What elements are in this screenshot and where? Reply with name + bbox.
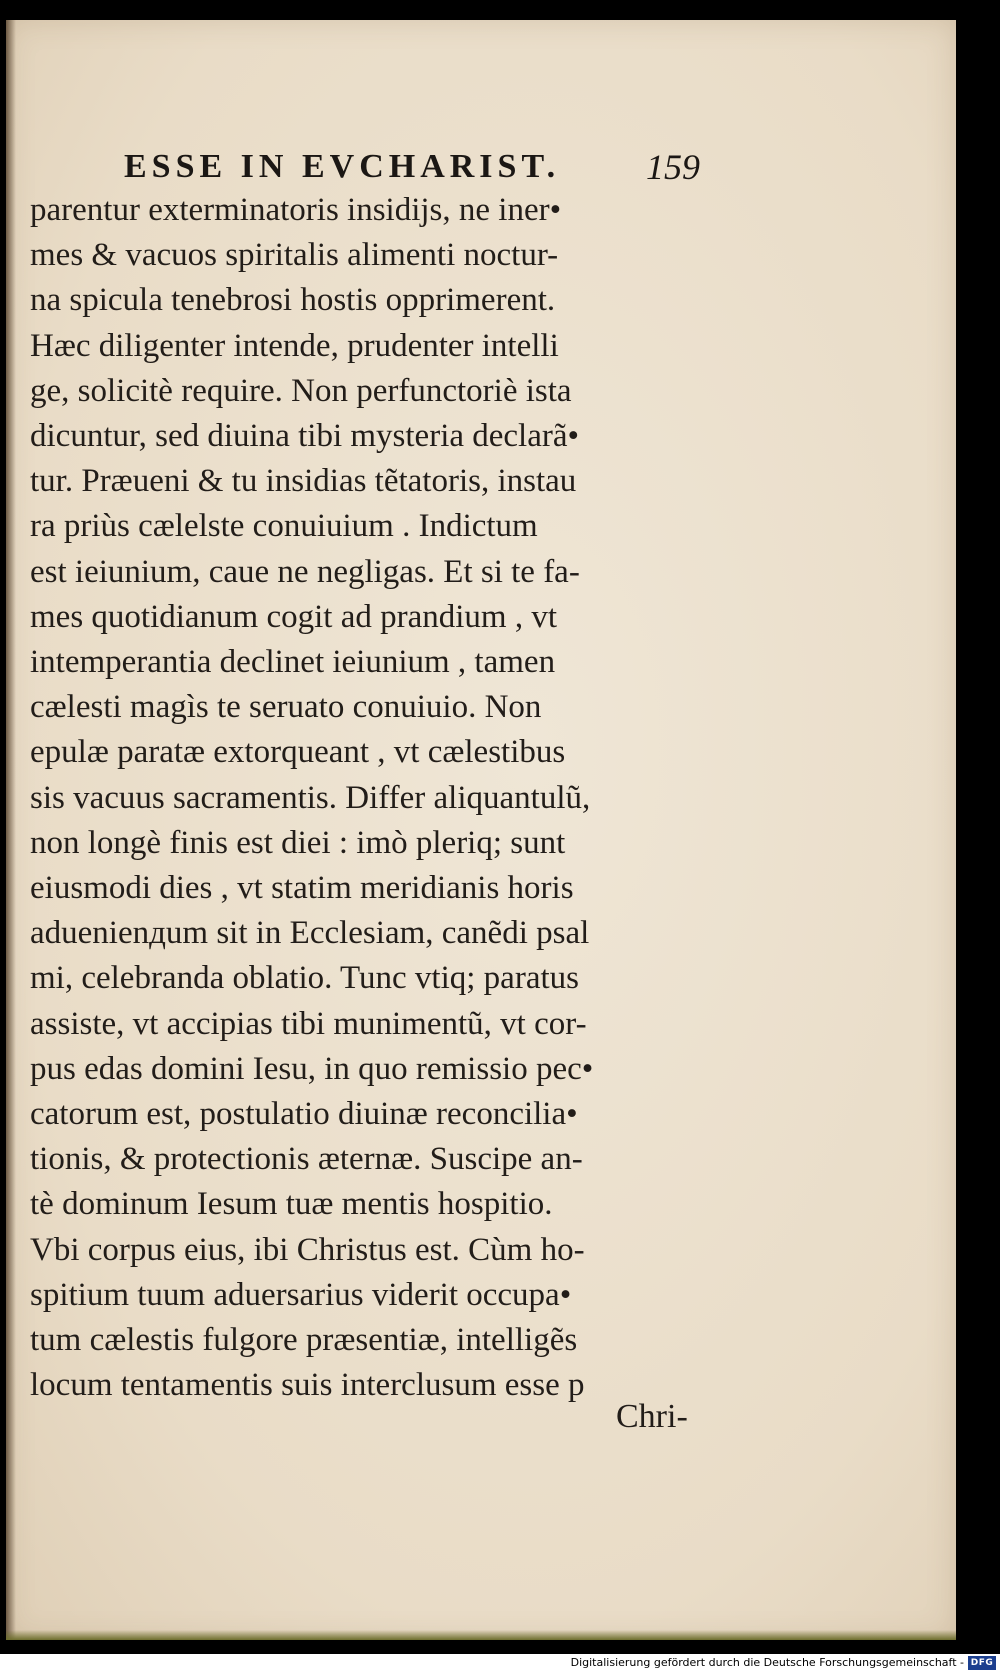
text-line: pus edas domini Iesu, in quo remissio pec• [30,1050,594,1087]
text-line: ra priùs cælelste conuiuium . Indictum [30,508,538,545]
text-line: cælesti magìs te seruato conuiuio. Non [30,689,542,726]
text-line: dicuntur, sed diuina tibi mysteria declarã• [30,418,580,455]
running-head: ESSE IN EVCHARIST. [124,148,561,185]
text-line: est ieiunium, caue ne negligas. Et si te fa- [30,553,580,590]
text-line: parentur exterminatoris insidijs, ne iner• [30,192,562,228]
text-line: spitium tuum aduersarius viderit occupa• [30,1276,572,1313]
text-line: locum tentamentis suis interclusum esse p [30,1367,585,1404]
book-page [6,20,956,1640]
dfg-logo: DFG [968,1656,996,1670]
text-line: mes & vacuos spiritalis alimenti noctur- [30,237,559,274]
text-line: eiusmodi dies , vt statim meridianis horis [30,870,574,907]
catchword: Chri- [616,1398,688,1435]
text-line: aduenienдum sit in Ecclesiam, canẽdi psal [30,915,590,952]
text-line: epulæ paratæ extorqueant , vt cælestibus [30,734,566,771]
page-gutter-shadow [6,20,16,1640]
text-line: non longè finis est diei : imò pleriq; sunt [30,824,566,861]
text-line: mes quotidianum cogit ad prandium , vt [30,598,558,635]
text-line: tur. Præueni & tu insidias tẽtatoris, instau [30,463,577,500]
text-line: sis vacuus sacramentis. Differ aliquantulũ, [30,779,591,816]
text-line: tionis, & protectionis æternæ. Suscipe an- [30,1141,583,1178]
text-line: mi, celebranda oblatio. Tunc vtiq; paratus [30,960,579,997]
page-number: 159 [646,147,700,187]
page-bottom-edge [6,1630,956,1640]
body-text [30,188,720,1408]
text-line: catorum est, postulatio diuinæ reconcilia• [30,1096,578,1133]
text-line: Hæc diligenter intende, prudenter intelli [30,327,559,364]
footer-credit: Digitalisierung gefördert durch die Deutsche Forschungsgemeinschaft - [570,1656,964,1669]
text-line: na spicula tenebrosi hostis opprimerent. [30,282,556,319]
text-line: ge, solicitè require. Non perfunctoriè ista [30,372,572,409]
text-line: tum cælestis fulgore præsentiæ, intelligẽs [30,1322,578,1359]
text-line: tè dominum Iesum tuæ mentis hospitio. [30,1186,553,1223]
text-line: Vbi corpus eius, ibi Christus est. Cùm ho- [30,1231,585,1268]
text-line: intemperantia declinet ieiunium , tamen [30,644,556,681]
text-line: assiste, vt accipias tibi munimentũ, vt cor- [30,1005,587,1042]
